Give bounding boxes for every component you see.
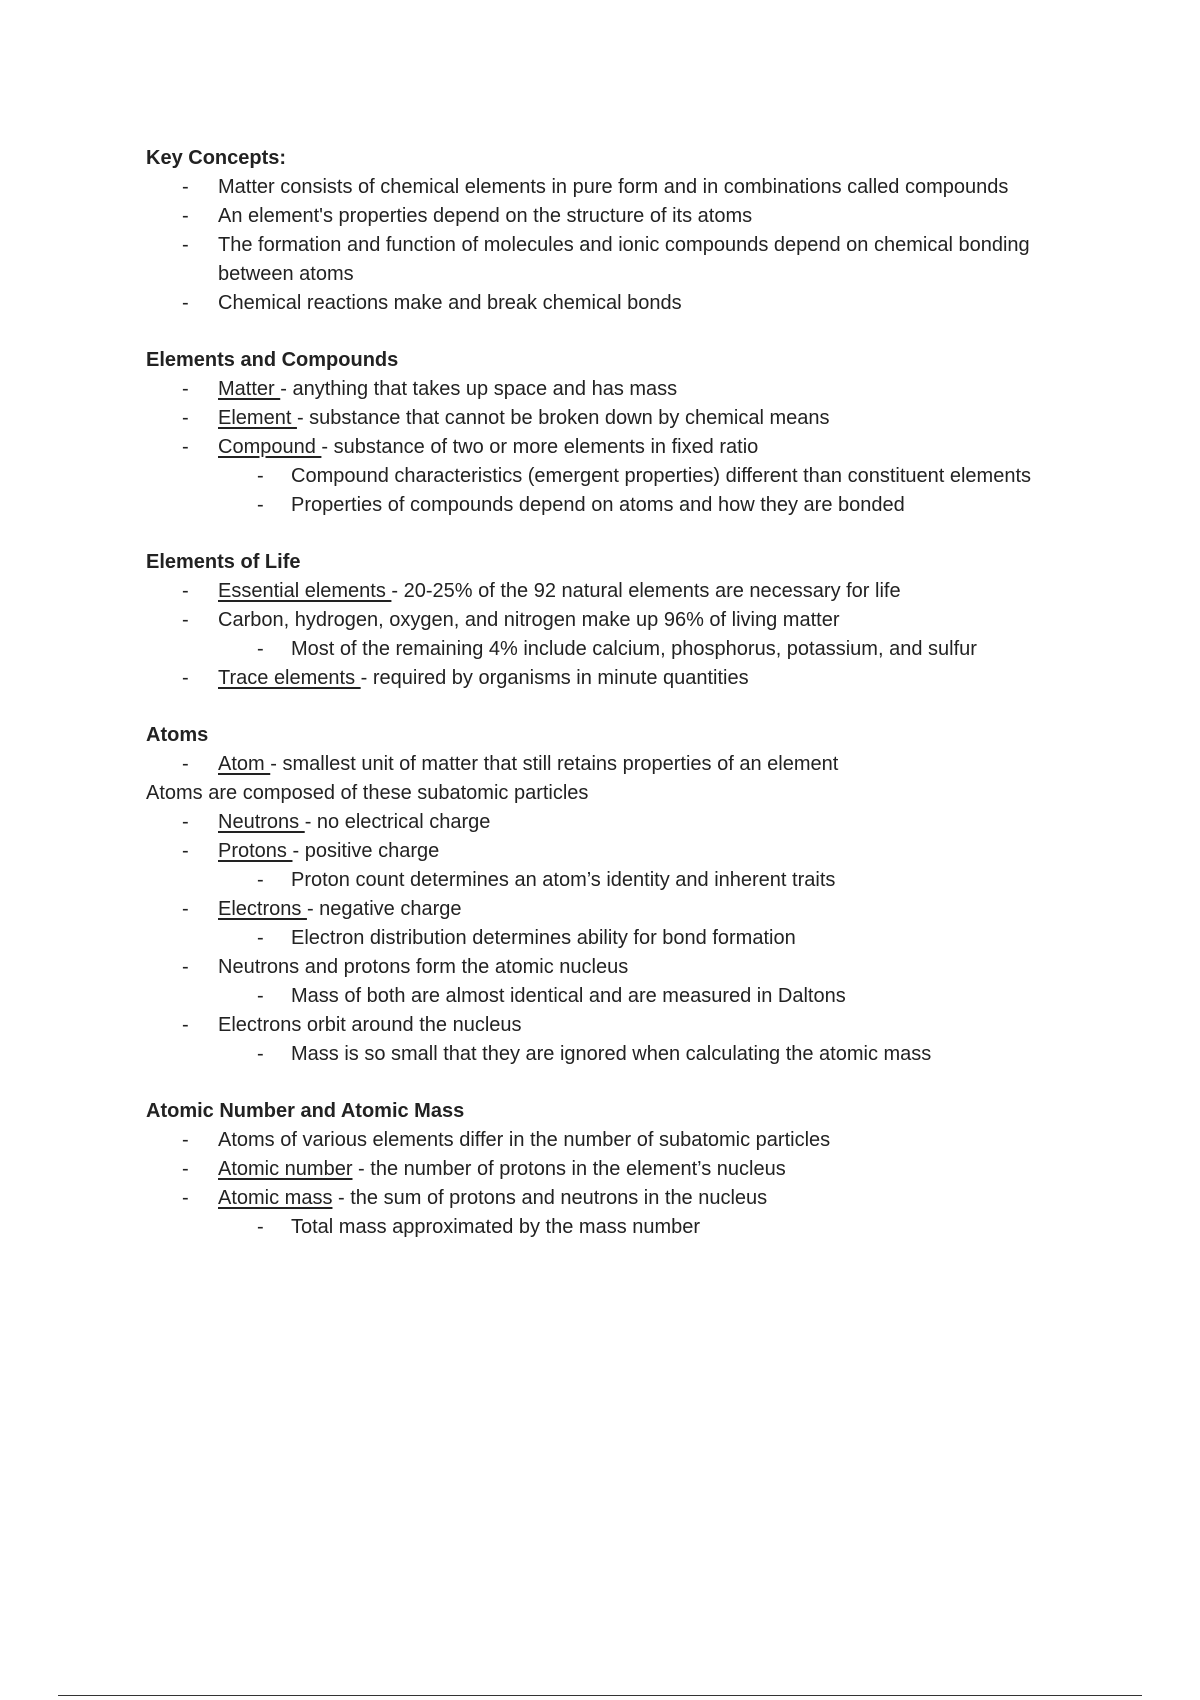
term: Essential elements (218, 580, 392, 602)
bullet-list (146, 750, 1096, 779)
list-item: - Atomic mass - the sum of protons and neutrons in the nucleus - Total mass approximated by the mass number (218, 1184, 1096, 1242)
sub-bullet-list (218, 982, 1096, 1011)
term: Element (218, 407, 297, 429)
sub-bullet-list (218, 462, 1096, 520)
section-heading: Elements of Life (146, 551, 301, 573)
list-item: - Electrons - negative charge - Electron distribution determines ability for bond formation (218, 895, 1096, 953)
section-heading: Key Concepts: (146, 147, 287, 169)
section-heading: Atomic Number and Atomic Mass (146, 1100, 465, 1122)
term: Trace elements (218, 667, 361, 689)
list-item: - Matter consists of chemical elements in pure form and in combinations called compounds (218, 173, 1096, 202)
term: Atomic number (218, 1158, 353, 1180)
section-elements-of-life (146, 548, 1096, 693)
list-item: - Essential elements - 20-25% of the 92 natural elements are necessary for life (218, 577, 1096, 606)
term: Atom (218, 753, 271, 775)
footer-divider (58, 1695, 1142, 1696)
sub-bullet-list (218, 1040, 1096, 1069)
list-item: - Atomic number - the number of protons in the element’s nucleus (218, 1155, 1096, 1184)
list-item: - Chemical reactions make and break chemical bonds (218, 289, 1096, 318)
section-heading: Elements and Compounds (146, 349, 399, 371)
sub-list-item: - Compound characteristics (emergent properties) different than constituent elements (291, 462, 1096, 491)
list-item: - Trace elements - required by organisms in minute quantities (218, 664, 1096, 693)
bullet-list (146, 1126, 1096, 1242)
term: Matter (218, 378, 281, 400)
term: Atomic mass (218, 1187, 333, 1209)
sub-list-item: - Properties of compounds depend on atoms and how they are bonded (291, 491, 1096, 520)
list-item: - Element - substance that cannot be broken down by chemical means (218, 404, 1096, 433)
sub-list-item: - Total mass approximated by the mass number (291, 1213, 1096, 1242)
sub-list-item: - Electron distribution determines ability for bond formation (291, 924, 1096, 953)
list-item: - Matter - anything that takes up space and has mass (218, 375, 1096, 404)
list-item: - The formation and function of molecules and ionic compounds depend on chemical bonding between atoms (218, 231, 1096, 289)
sub-bullet-list (218, 866, 1096, 895)
bullet-list (146, 577, 1096, 693)
section-atomic-number-and-mass (146, 1097, 1096, 1242)
bullet-list (146, 173, 1096, 318)
sub-list-item: - Mass of both are almost identical and are measured in Daltons (291, 982, 1096, 1011)
list-item: - An element's properties depend on the structure of its atoms (218, 202, 1096, 231)
list-item: - Atom - smallest unit of matter that still retains properties of an element (218, 750, 1096, 779)
list-item: - Carbon, hydrogen, oxygen, and nitrogen make up 96% of living matter - Most of the remaining 4% include calcium, phosphorus, potassium, and sulfur (218, 606, 1096, 664)
list-item: - Neutrons and protons form the atomic nucleus - Mass of both are almost identical and are measured in Daltons (218, 953, 1096, 1011)
term: Compound (218, 436, 322, 458)
bullet-list (146, 375, 1096, 520)
sub-list-item: - Mass is so small that they are ignored when calculating the atomic mass (291, 1040, 1096, 1069)
sub-bullet-list (218, 924, 1096, 953)
section-atoms (146, 721, 1096, 1069)
list-item: - Protons - positive charge - Proton count determines an atom’s identity and inherent traits (218, 837, 1096, 895)
section-heading: Atoms (146, 724, 209, 746)
sub-bullet-list (218, 635, 1096, 664)
term: Protons (218, 840, 293, 862)
list-item: - Neutrons - no electrical charge (218, 808, 1096, 837)
section-key-concepts (146, 144, 1096, 318)
section-elements-and-compounds (146, 346, 1096, 520)
notes-page (146, 144, 1096, 1270)
sub-list-item: - Most of the remaining 4% include calcium, phosphorus, potassium, and sulfur (291, 635, 1096, 664)
term: Electrons (218, 898, 307, 920)
sub-list-item: - Proton count determines an atom’s identity and inherent traits (291, 866, 1096, 895)
sub-bullet-list (218, 1213, 1096, 1242)
bullet-list (146, 808, 1096, 1069)
list-item: - Atoms of various elements differ in the number of subatomic particles (218, 1126, 1096, 1155)
paragraph: Atoms are composed of these subatomic particles (146, 782, 589, 804)
list-item: - Compound - substance of two or more elements in fixed ratio - Compound characteristics (emergent properties) different than constituent elements - Properties of compounds depend on atoms and how they are bonded (218, 433, 1096, 520)
list-item: - Electrons orbit around the nucleus - Mass is so small that they are ignored when calculating the atomic mass (218, 1011, 1096, 1069)
term: Neutrons (218, 811, 305, 833)
